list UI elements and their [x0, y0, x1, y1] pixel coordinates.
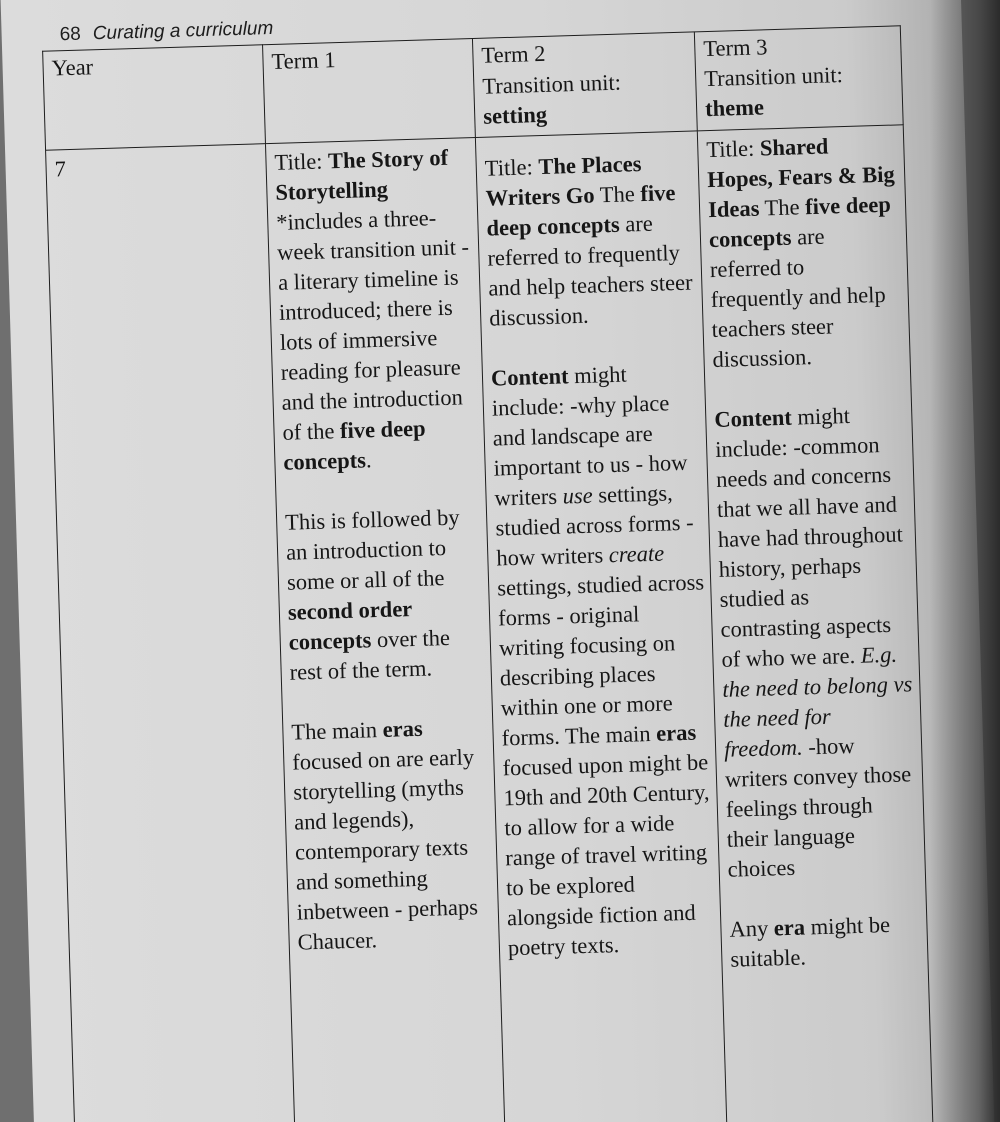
term-3-cell — [697, 125, 933, 1122]
curriculum-table — [42, 25, 934, 1122]
term-2-title: The Places Writers Go — [485, 151, 642, 211]
term-2-transition: Transition unit: setting — [481, 69, 622, 129]
term-1-eras: The main eras focused on are early storytelling (myths and legends), contemporary texts and something inbetween - perhaps Chaucer. — [291, 715, 479, 955]
term-3-title: Shared Hopes, Fears & Big Ideas — [706, 133, 896, 223]
running-head-title: Curating a curriculum — [92, 17, 274, 45]
term-2-intro: Title: The Places Writers Go The five deep concepts are referred to frequently and help teachers steer discussion. — [484, 151, 693, 331]
header-term-2: Term 2 — [472, 32, 697, 138]
term-3-content: Content might include: -common needs and concerns that we all have and have had throughout history, perhaps studied as contrasting aspects of who we are. E.g. the need to belong vs the need for freedom. -how writers convey those feelings through their language choices — [713, 402, 913, 882]
table-row — [46, 125, 934, 1122]
header-term-3 — [694, 26, 903, 131]
term-1-title: The Story of Storytelling — [275, 144, 449, 205]
term-3-intro: Title: Shared Hopes, Fears & Big Ideas The five deep concepts are referred to frequently and help teachers steer discussion. — [705, 133, 896, 373]
year-value: 7 — [54, 156, 67, 182]
term-1-paragraph: This is followed by an introduction to some or all of the second order concepts over the rest of the term. — [284, 504, 460, 685]
running-head — [59, 18, 273, 46]
term-2-cell — [475, 69, 727, 1122]
term-3-transition: Transition unit: — [703, 62, 844, 92]
term-3-eras: Any era might be suitable. — [729, 912, 891, 972]
term-2-content: Content might include: -why place and landscape are important to us - how writers use settings, studied across forms -how writers create settings, studied across forms - original writing focusing on describing places within one or more forms. The main eras focused upon might be 19th and 20th Century, to allow for a wide range of travel writing to be explored alongside fiction and poetry texts. — [490, 361, 710, 961]
header-year: Year — [43, 45, 266, 150]
term-1-intro: Title: The Story of Storytelling *includes a three-week transition unit - a literary timeline is introduced; there is lots of immersive reading for pleasure and the introduction of the five deep concepts. — [274, 144, 470, 475]
page-number: 68 — [59, 23, 82, 46]
term-3-label: Term 3 — [702, 34, 768, 62]
term-3-transition-theme: theme — [704, 94, 765, 122]
header-term-1: Term 1 — [263, 39, 476, 144]
term-1-cell — [265, 137, 505, 1122]
year-cell — [46, 144, 296, 1122]
book-spine-shadow — [930, 0, 1000, 1122]
